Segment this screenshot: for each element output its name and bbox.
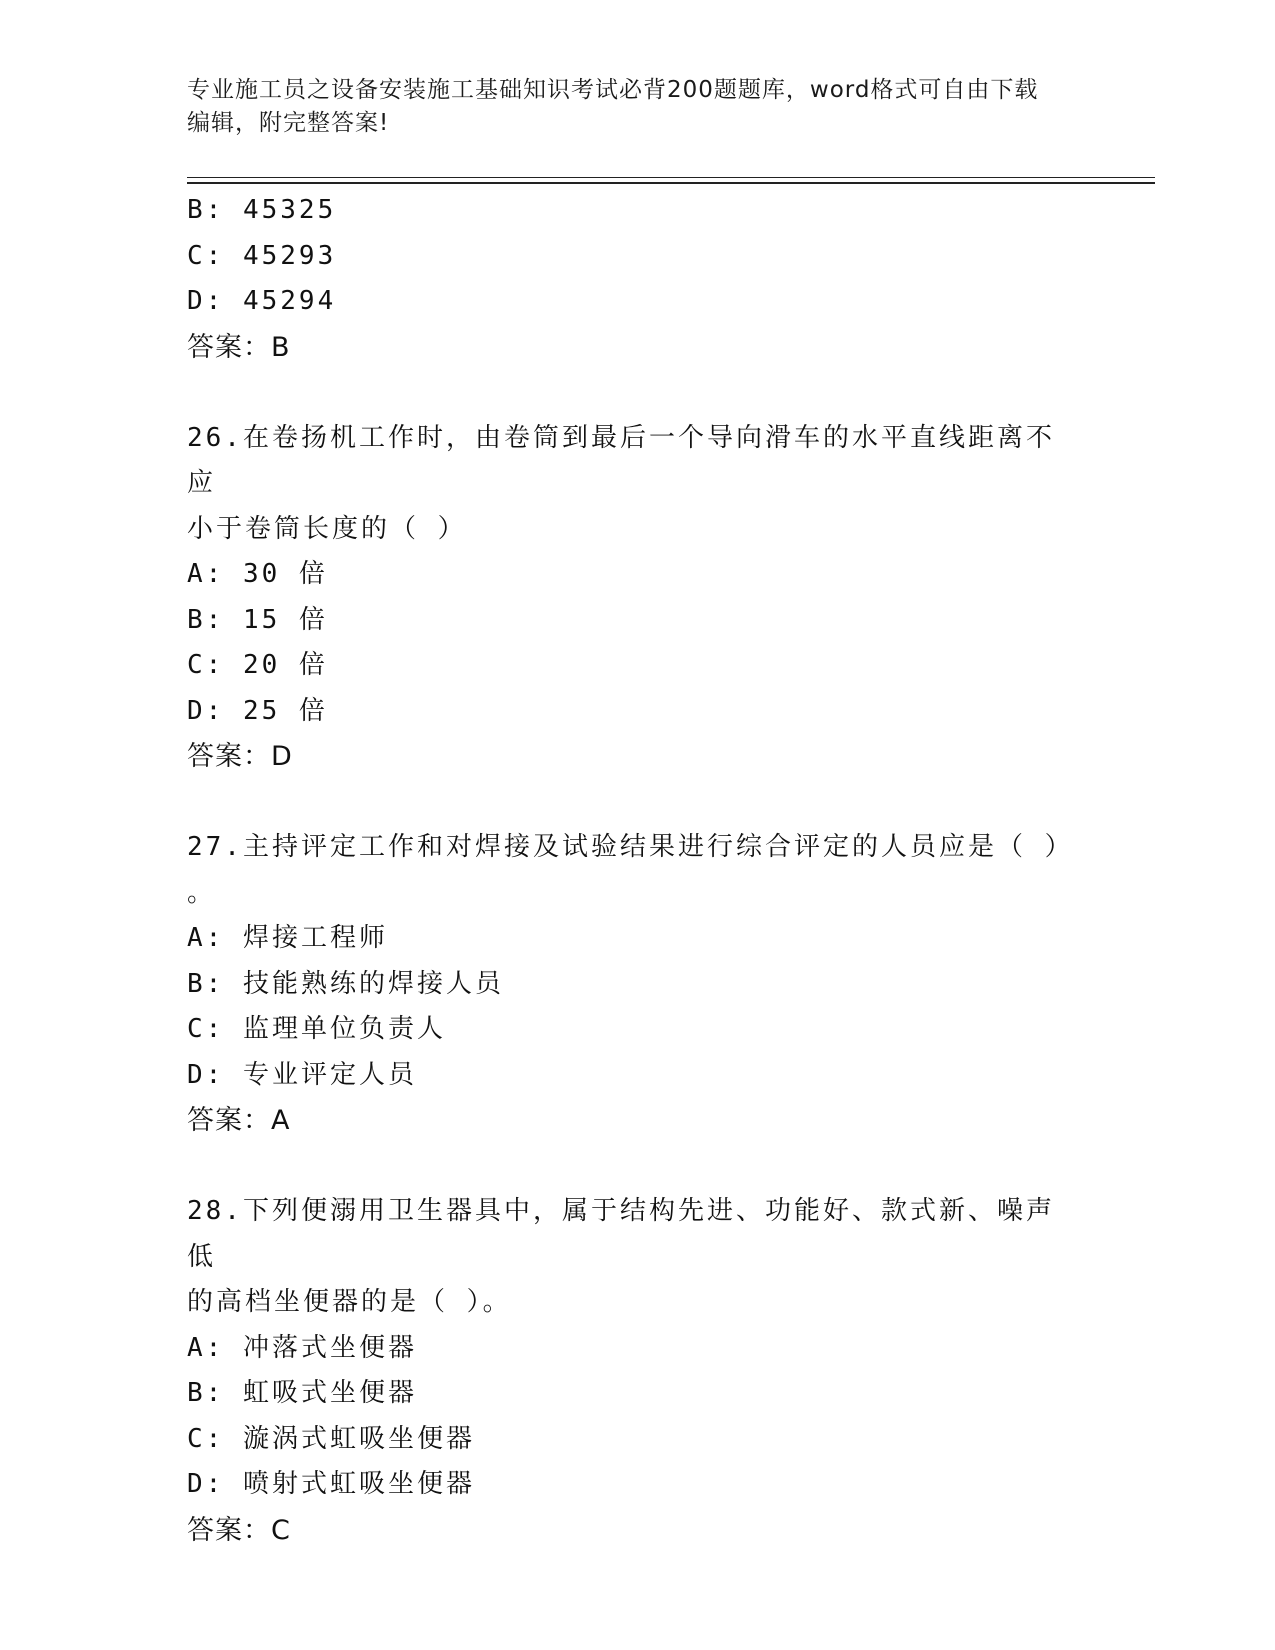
document-body xyxy=(187,188,1087,1553)
option-c: C: 监理单位负责人 xyxy=(187,1014,446,1044)
header-title-line-1: 专业施工员之设备安装施工基础知识考试必背200题题库，word格式可自由下载 xyxy=(187,77,1039,103)
option-c: C: 漩涡式虹吸坐便器 xyxy=(187,1423,475,1454)
option-d: D: 专业评定人员 xyxy=(187,1059,417,1090)
answer-label: 答案：B xyxy=(187,331,291,363)
header-divider-thin xyxy=(187,177,1155,178)
option-b: B: 虹吸式坐便器 xyxy=(187,1378,417,1408)
answer-label: 答案：D xyxy=(187,741,293,772)
spacer xyxy=(187,370,1087,416)
question-27-block xyxy=(187,825,1087,1144)
header-title-line-2: 编辑，附完整答案! xyxy=(187,110,390,136)
option-c: C: 20 倍 xyxy=(187,650,328,680)
option-b: B: 技能熟练的焊接人员 xyxy=(187,968,504,999)
option-d: D: 喷射式虹吸坐便器 xyxy=(187,1469,475,1499)
question-text-line-2: 小于卷筒长度的（ ） xyxy=(187,513,467,544)
prev-question-block xyxy=(187,188,1087,370)
question-text-line-1: 28.下列便溺用卫生器具中，属于结构先进、功能好、款式新、噪声低 xyxy=(187,1196,1055,1272)
option-b: B: 45325 xyxy=(187,195,337,225)
spacer xyxy=(187,780,1087,826)
question-text-line-1: 27.主持评定工作和对焊接及试验结果进行综合评定的人员应是（ ） xyxy=(187,832,1074,862)
option-b: B: 15 倍 xyxy=(187,604,328,635)
option-a: A: 冲落式坐便器 xyxy=(187,1332,417,1363)
option-d: D: 25 倍 xyxy=(187,695,328,726)
option-a: A: 焊接工程师 xyxy=(187,923,388,953)
option-c: C: 45293 xyxy=(187,240,337,271)
question-text-line-2: 的高档坐便器的是（ ）。 xyxy=(187,1287,512,1317)
spacer xyxy=(187,1144,1087,1190)
option-d: D: 45294 xyxy=(187,286,337,316)
answer-label: 答案：C xyxy=(187,1514,291,1546)
question-26-block xyxy=(187,416,1087,780)
question-text-line-1: 26.在卷扬机工作时，由卷筒到最后一个导向滑车的水平直线距离不应 xyxy=(187,422,1055,498)
question-text-line-2: 。 xyxy=(187,877,217,908)
header-divider-thick xyxy=(187,182,1155,184)
question-28-block xyxy=(187,1189,1087,1553)
answer-label: 答案：A xyxy=(187,1105,291,1136)
document-header xyxy=(187,74,1087,140)
option-a: A: 30 倍 xyxy=(187,559,328,589)
